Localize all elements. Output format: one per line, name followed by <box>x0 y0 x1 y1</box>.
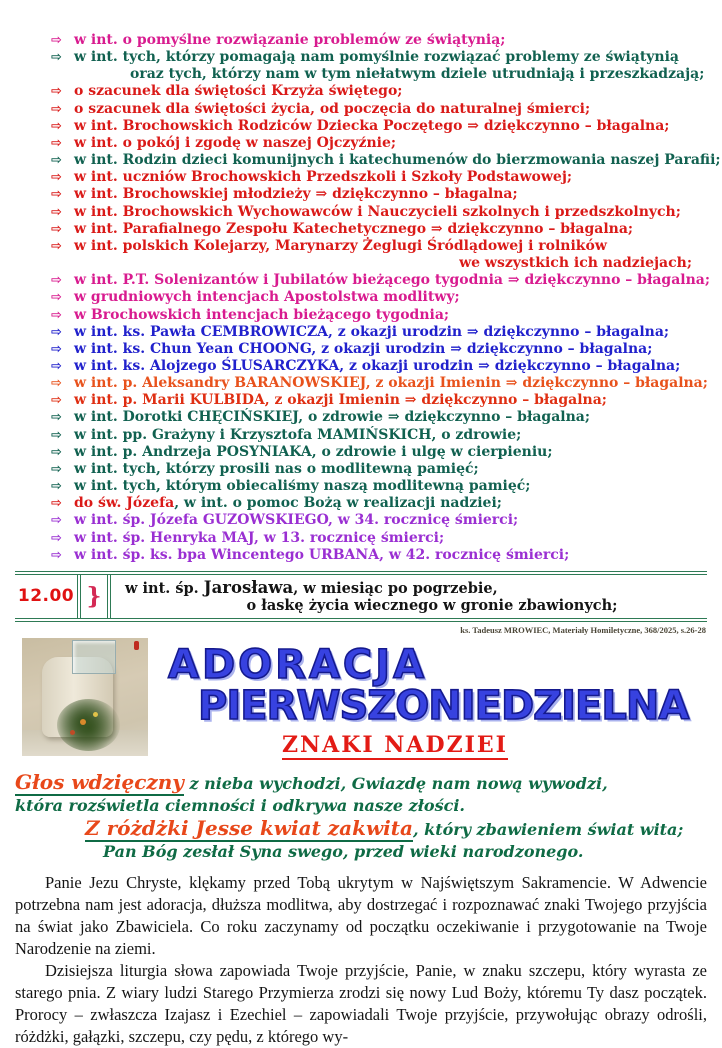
intention-row <box>0 169 722 186</box>
intention-text: w int. tych, którzy pomagają nam pomyślnie rozwiązać problemy ze świątynią <box>74 49 679 66</box>
arrow-bullet-icon: ⇨ <box>51 204 62 220</box>
intention-text: oraz tych, którzy nam w tym niełatwym dziele utrudniają i przeszkadzają; <box>130 66 705 83</box>
arrow-bullet-icon: ⇨ <box>51 135 62 151</box>
intention-row <box>0 83 722 100</box>
hymn-verses <box>15 771 707 863</box>
intention-text: w int. ks. Chun Yean CHOONG, z okazji urodzin ⇒ dziękczynno – błagalna; <box>74 340 653 357</box>
arrow-bullet-icon: ⇨ <box>51 393 62 409</box>
hymn-line <box>15 817 707 841</box>
intention-text: w int. p. Andrzeja POSYNIAKA, o zdrowie i ulgę w cierpieniu; <box>74 443 553 460</box>
arrow-bullet-icon: ⇨ <box>51 479 62 495</box>
intention-text: w int. polskich Kolejarzy, Marynarzy Żeglugi Śródlądowej i rolników <box>74 237 607 254</box>
intention-row <box>0 392 722 409</box>
page-subtitle: ZNAKI NADZIEI <box>282 731 508 758</box>
intention-text: w int. pp. Grażyny i Krzysztofa MAMIŃSKICH, o zdrowie; <box>74 426 522 443</box>
intention-row <box>0 358 722 375</box>
intention-row <box>0 186 722 203</box>
intention-text: o szacunek dla świętości życia, od poczęcia do naturalnej śmierci; <box>74 100 591 117</box>
intention-text: w int. p. Aleksandry BARANOWSKIEJ, z okazji Imienin ⇒ dziękczynno – błagalna; <box>74 375 708 392</box>
mass-intention-line1 <box>125 578 699 597</box>
arrow-bullet-icon: ⇨ <box>51 101 62 117</box>
tabernacle-photo <box>22 638 148 756</box>
intention-text: we wszystkich ich nadziejach; <box>459 255 692 272</box>
source-citation: ks. Tadeusz MROWIEC, Materiały Homiletyczne, 368/2025, s.26-28 <box>460 624 706 635</box>
photo-glass-case <box>72 640 116 674</box>
intention-row <box>0 409 722 426</box>
arrow-bullet-icon: ⇨ <box>51 84 62 100</box>
intention-row <box>0 478 722 495</box>
intention-text: w int. Brochowskiej młodzieży ⇒ dziękczynno – błagalna; <box>74 186 518 203</box>
arrow-bullet-icon: ⇨ <box>51 444 62 460</box>
meditation-paragraph: Panie Jezu Chryste, klękamy przed Tobą ukrytym w Najświętszym Sakramencie. W Adwencie potrzebna nam jest adoracja, dłuższa modlitwa, aby dostrzegać i rozpoznawać znaki Twojego przyjścia na świat jako Zbawiciela. Co roku zaczynamy od początku oczekiwanie i przygotowanie na Twoje Narodzenie na ziemi. <box>15 872 707 958</box>
arrow-bullet-icon: ⇨ <box>51 427 62 443</box>
intention-row <box>0 135 722 152</box>
arrow-bullet-icon: ⇨ <box>51 530 62 546</box>
intention-row <box>0 204 722 221</box>
hymn-rest-text: , który zbawieniem świat wita; <box>412 819 684 839</box>
intention-text: w grudniowych intencjach Apostolstwa modlitwy; <box>74 289 460 306</box>
mass-schedule-row <box>15 571 707 622</box>
intention-row <box>0 547 722 564</box>
intention-row <box>0 221 722 238</box>
intention-row <box>0 272 722 289</box>
intention-row <box>0 32 722 49</box>
arrow-bullet-icon: ⇨ <box>51 153 62 169</box>
arrow-bullet-icon: ⇨ <box>51 50 62 66</box>
intention-row <box>0 444 722 461</box>
intention-row <box>0 118 722 135</box>
arrow-bullet-icon: ⇨ <box>51 307 62 323</box>
intention-text: w int. śp. Józefa GUZOWSKIEGO, w 34. rocznicę śmierci; <box>74 512 519 529</box>
arrow-bullet-icon: ⇨ <box>51 358 62 374</box>
mass-time: 12.00 <box>17 586 75 607</box>
intention-text: w int. śp. ks. bpa Wincentego URBANA, w 42. rocznicę śmierci; <box>74 546 570 563</box>
intention-text: do św. Józefa <box>74 495 175 512</box>
intention-row <box>0 375 722 392</box>
intention-row <box>0 461 722 478</box>
intention-text: w int. o pokój i zgodę w naszej Ojczyźnie; <box>74 134 397 151</box>
intention-row <box>0 307 722 324</box>
intention-text: w int. Rodzin dzieci komunijnych i katechumenów do bierzmowania naszej Parafii; <box>74 152 721 169</box>
intention-row <box>0 152 722 169</box>
arrow-bullet-icon: ⇨ <box>51 324 62 340</box>
intention-text: w int. Parafialnego Zespołu Katechetycznego ⇒ dziękczynno – błagalna; <box>74 220 634 237</box>
intention-text: w int. P.T. Solenizantów i Jubilatów bieżącego tygodnia ⇒ dziękczynno – błagalna; <box>74 272 711 289</box>
intention-text: w int. ks. Alojzego ŚLUSARCZYKA, z okazji urodzin ⇒ dziękczynno – błagalna; <box>74 357 681 374</box>
intention-text: , w int. o pomoc Bożą w realizacji nadziei; <box>174 495 502 512</box>
photo-flower-dot <box>93 712 98 717</box>
intention-row <box>0 512 722 529</box>
photo-sanctuary-lamp <box>134 641 139 650</box>
intention-row <box>0 341 722 358</box>
mass-suffix: , w miesiąc po pogrzebie, <box>293 579 498 597</box>
arrow-bullet-icon: ⇨ <box>51 341 62 357</box>
intention-row <box>0 255 722 272</box>
hymn-lead-text: Z różdżki Jesse kwiat zakwita <box>85 815 413 840</box>
intention-text: w int. tych, którzy prosili nas o modlitewną pamięć; <box>74 460 479 477</box>
intention-row <box>0 495 722 512</box>
intention-row <box>0 101 722 118</box>
intention-row <box>0 427 722 444</box>
intention-row <box>0 289 722 306</box>
arrow-bullet-icon: ⇨ <box>51 513 62 529</box>
intention-text: w int. uczniów Brochowskich Przedszkoli i Szkoły Podstawowej; <box>74 169 573 186</box>
arrow-bullet-icon: ⇨ <box>51 118 62 134</box>
arrow-bullet-icon: ⇨ <box>51 496 62 512</box>
page-title-line1: ADORACJA <box>168 641 428 688</box>
intention-text: o szacunek dla świętości Krzyża świętego; <box>74 83 403 100</box>
arrow-bullet-icon: ⇨ <box>51 461 62 477</box>
arrow-bullet-icon: ⇨ <box>51 273 62 289</box>
photo-flower-dot <box>70 730 75 735</box>
intention-row <box>0 530 722 547</box>
intention-text: w int. Brochowskich Rodziców Dziecka Poczętego ⇒ dziękczynno – błagalna; <box>74 117 670 134</box>
arrow-bullet-icon: ⇨ <box>51 170 62 186</box>
intention-row <box>0 66 722 83</box>
intention-text: w int. śp. Henryka MAJ, w 13. rocznicę śmierci; <box>74 529 445 546</box>
meditation-text <box>15 872 707 1048</box>
mass-prefix: w int. śp. <box>125 579 204 597</box>
hymn-rest-text: z nieba wychodzi, Gwiazdę nam nową wywodzi, <box>183 773 608 793</box>
arrow-bullet-icon: ⇨ <box>51 410 62 426</box>
adoration-header <box>0 636 722 767</box>
intention-text: w int. ks. Pawła CEMBROWICZA, z okazji urodzin ⇒ dziękczynno – błagalna; <box>74 323 670 340</box>
brace-glyph: } <box>77 575 111 618</box>
hymn-line: Pan Bóg zesłał Syna swego, przed wieki narodzonego. <box>103 841 584 861</box>
mass-intention <box>111 575 707 618</box>
arrow-bullet-icon: ⇨ <box>51 547 62 563</box>
arrow-bullet-icon: ⇨ <box>51 221 62 237</box>
intention-text: w Brochowskich intencjach bieżącego tygodnia; <box>74 306 450 323</box>
hymn-line: która rozświetla ciemności i odkrywa nasze złości. <box>15 795 465 815</box>
arrow-bullet-icon: ⇨ <box>51 33 62 48</box>
intention-row <box>0 324 722 341</box>
arrow-bullet-icon: ⇨ <box>51 187 62 203</box>
intention-row <box>0 49 722 66</box>
photo-flower-bouquet <box>57 699 120 751</box>
page-title-line2: PIERWSZONIEDZIELNA <box>198 682 689 729</box>
hymn-line <box>15 771 707 795</box>
intention-text: w int. tych, którym obiecaliśmy naszą modlitewną pamięć; <box>74 478 531 495</box>
intention-text: w int. Dorotki CHĘCIŃSKIEJ, o zdrowie ⇒ dziękczynno – błagalna; <box>74 409 591 426</box>
intention-text: w int. p. Marii KULBIDA, z okazji Imienin ⇒ dziękczynno – błagalna; <box>74 392 607 409</box>
arrow-bullet-icon: ⇨ <box>51 290 62 306</box>
meditation-paragraph: Dzisiejsza liturgia słowa zapowiada Twoje przyjście, Panie, w znaku szczepu, który wyrasta ze starego pnia. Z wiary ludzi Starego Przymierza zrodzi się nowy Lud Boży, któremu Ty dasz początek. Prorocy – zwłaszcza Izajasz i Ezechiel – zapowiadali Twoje przyjście, przywołując obrazy odrośli, różdżki, gałązki, szczepu, czy pędu, z którego wy- <box>15 960 707 1046</box>
intention-text: w int. o pomyślne rozwiązanie problemów ze świątynią; <box>74 32 506 48</box>
intention-row <box>0 238 722 255</box>
hymn-lead-text: Głos wdzięczny <box>15 769 184 794</box>
mass-name: Jarosława <box>203 577 294 597</box>
arrow-bullet-icon: ⇨ <box>51 376 62 392</box>
arrow-bullet-icon: ⇨ <box>51 238 62 254</box>
intention-text: w int. Brochowskich Wychowawców i Nauczycieli szkolnych i przedszkolnych; <box>74 203 681 220</box>
mass-intention-line2: o łaskę życia wiecznego w gronie zbawionych; <box>246 596 618 614</box>
